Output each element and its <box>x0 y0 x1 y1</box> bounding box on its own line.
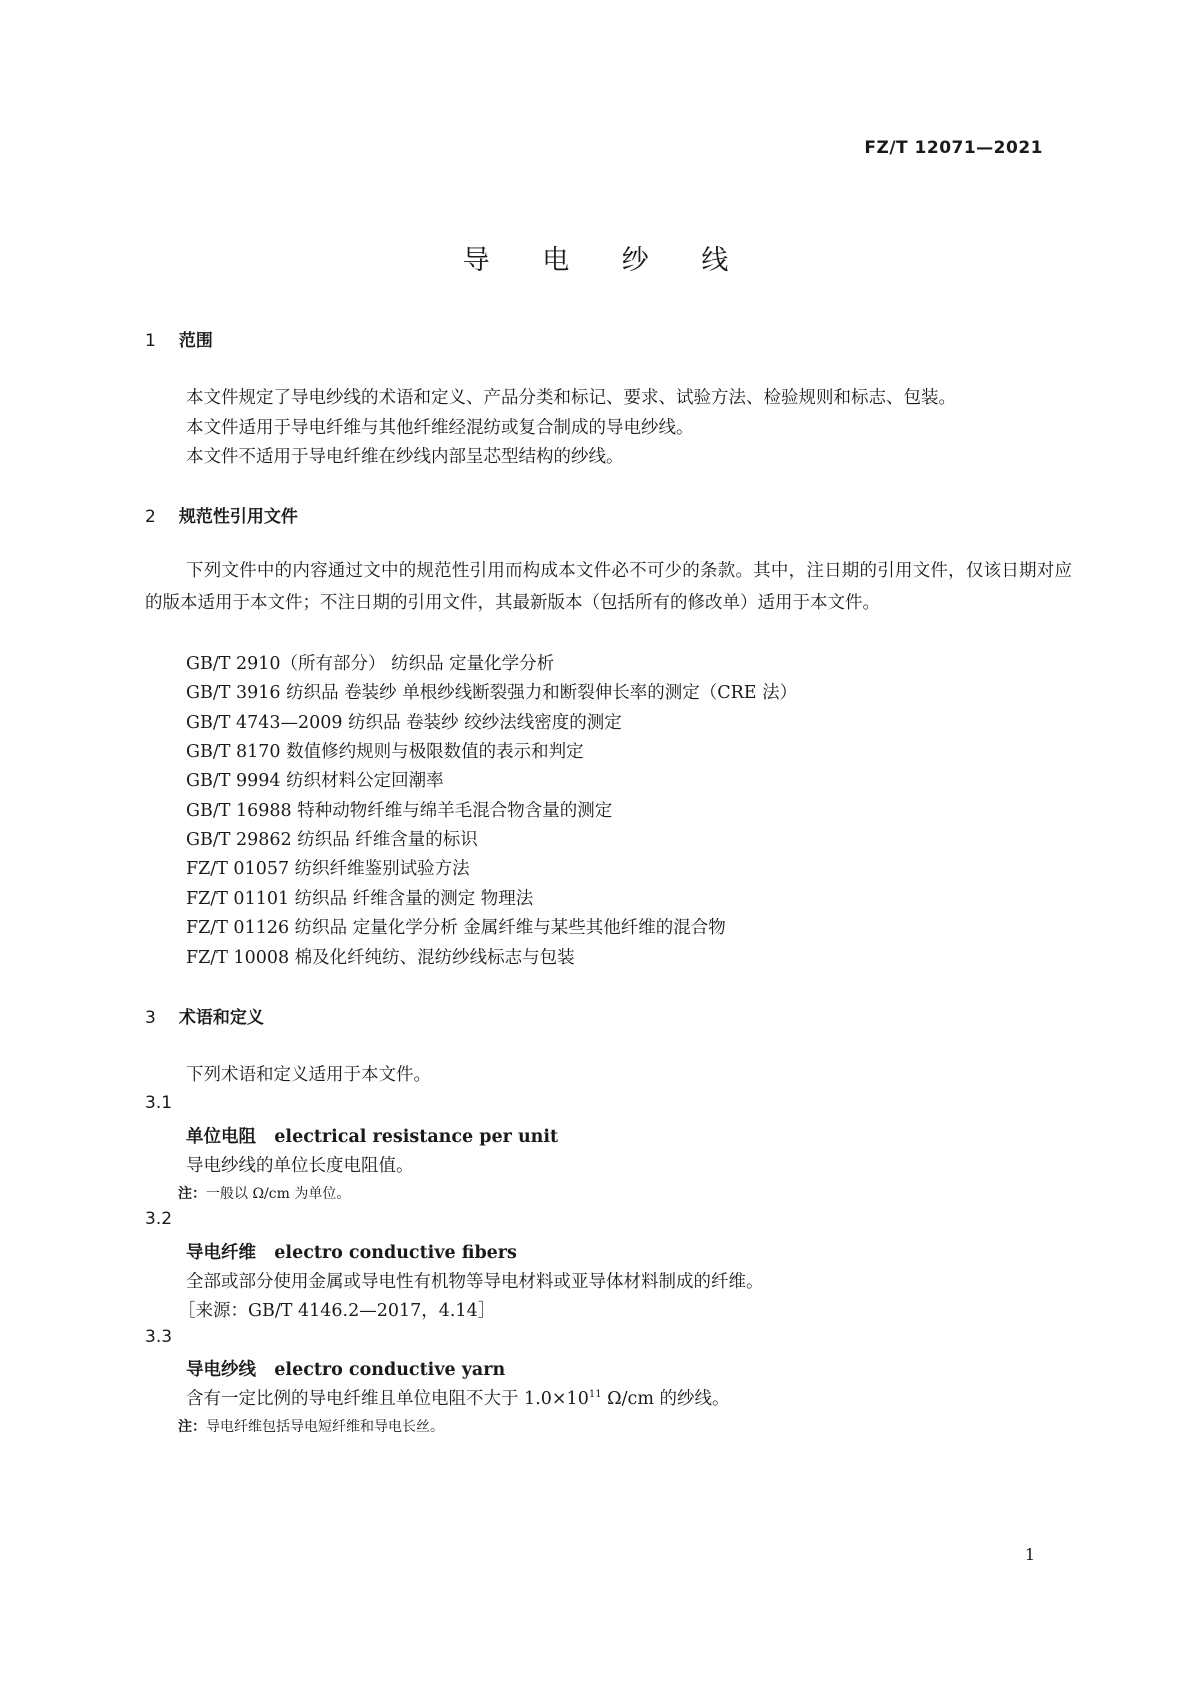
paragraph: 本文件不适用于导电纤维在纱线内部呈芯型结构的纱线。 <box>186 447 624 467</box>
page-number: 1 <box>1024 1545 1035 1564</box>
section-1-heading <box>145 326 213 351</box>
reference-item: FZ/T 10008 棉及化纤纯纺、混纺纱线标志与包装 <box>186 948 575 968</box>
term-en: electrical resistance per unit <box>274 1127 559 1147</box>
term-number: 3.3 <box>145 1327 173 1347</box>
term-number: 3.2 <box>145 1209 173 1229</box>
term-definition: 导电纱线的单位长度电阻值。 <box>186 1156 414 1176</box>
section-title: 规范性引用文件 <box>178 507 298 527</box>
term-en: electro conductive fibers <box>274 1243 517 1263</box>
term-name <box>186 1356 505 1381</box>
note-text: 一般以 Ω/cm 为单位。 <box>206 1186 351 1202</box>
note-label: 注： <box>178 1419 206 1435</box>
intro-paragraph: 下列文件中的内容通过文中的规范性引用而构成本文件必不可少的条款。其中，注日期的引用文件，仅该日期对应的版本适用于本文件；不注日期的引用文件，其最新版本（包括所有的修改单）适用于本文件。 <box>145 561 1072 613</box>
section-title: 术语和定义 <box>178 1008 264 1028</box>
term-zh: 导电纤维 <box>186 1243 256 1263</box>
section-number: 1 <box>145 331 156 351</box>
section-number: 2 <box>145 507 156 527</box>
note-text: 导电纤维包括导电短纤维和导电长丝。 <box>206 1419 444 1435</box>
reference-item: GB/T 2910（所有部分） 纺织品 定量化学分析 <box>186 654 555 674</box>
reference-item: GB/T 29862 纺织品 纤维含量的标识 <box>186 830 478 850</box>
term-zh: 导电纱线 <box>186 1360 256 1380</box>
paragraph: 下列术语和定义适用于本文件。 <box>186 1065 431 1085</box>
term-definition <box>186 1385 730 1410</box>
term-zh: 单位电阻 <box>186 1127 256 1147</box>
term-source: ［来源：GB/T 4146.2—2017，4.14］ <box>178 1301 496 1321</box>
paragraph: 本文件规定了导电纱线的术语和定义、产品分类和标记、要求、试验方法、检验规则和标志、包装。 <box>186 388 956 408</box>
definition-text: Ω/cm 的纱线。 <box>601 1389 730 1409</box>
reference-item: GB/T 9994 纺织材料公定回潮率 <box>186 771 444 791</box>
reference-item: FZ/T 01126 纺织品 定量化学分析 金属纤维与某些其他纤维的混合物 <box>186 918 726 938</box>
section-3-heading <box>145 1003 264 1028</box>
definition-text: 含有一定比例的导电纤维且单位电阻不大于 1.0×10 <box>186 1389 589 1409</box>
term-name <box>186 1123 558 1148</box>
note-label: 注： <box>178 1186 206 1202</box>
document-title: 导 电 纱 线 <box>462 245 751 276</box>
term-definition: 全部或部分使用金属或导电性有机物等导电材料或亚导体材料制成的纤维。 <box>186 1272 764 1292</box>
term-note <box>178 1183 350 1203</box>
section-number: 3 <box>145 1008 156 1028</box>
reference-item: FZ/T 01057 纺织纤维鉴别试验方法 <box>186 859 470 879</box>
term-en: electro conductive yarn <box>274 1360 506 1380</box>
reference-item: FZ/T 01101 纺织品 纤维含量的测定 物理法 <box>186 889 534 909</box>
reference-item: GB/T 4743—2009 纺织品 卷装纱 绞纱法线密度的测定 <box>186 713 622 733</box>
reference-item: GB/T 3916 纺织品 卷装纱 单根纱线断裂强力和断裂伸长率的测定（CRE 法） <box>186 683 798 703</box>
term-name <box>186 1239 517 1264</box>
paragraph: 本文件适用于导电纤维与其他纤维经混纺或复合制成的导电纱线。 <box>186 418 694 438</box>
exponent: 11 <box>588 1389 602 1401</box>
reference-item: GB/T 16988 特种动物纤维与绵羊毛混合物含量的测定 <box>186 801 613 821</box>
term-note <box>178 1416 444 1436</box>
term-number: 3.1 <box>145 1093 173 1113</box>
reference-item: GB/T 8170 数值修约规则与极限数值的表示和判定 <box>186 742 584 762</box>
section-2-heading <box>145 502 298 527</box>
section-title: 范围 <box>178 331 213 351</box>
standard-code: FZ/T 12071—2021 <box>864 138 1043 158</box>
